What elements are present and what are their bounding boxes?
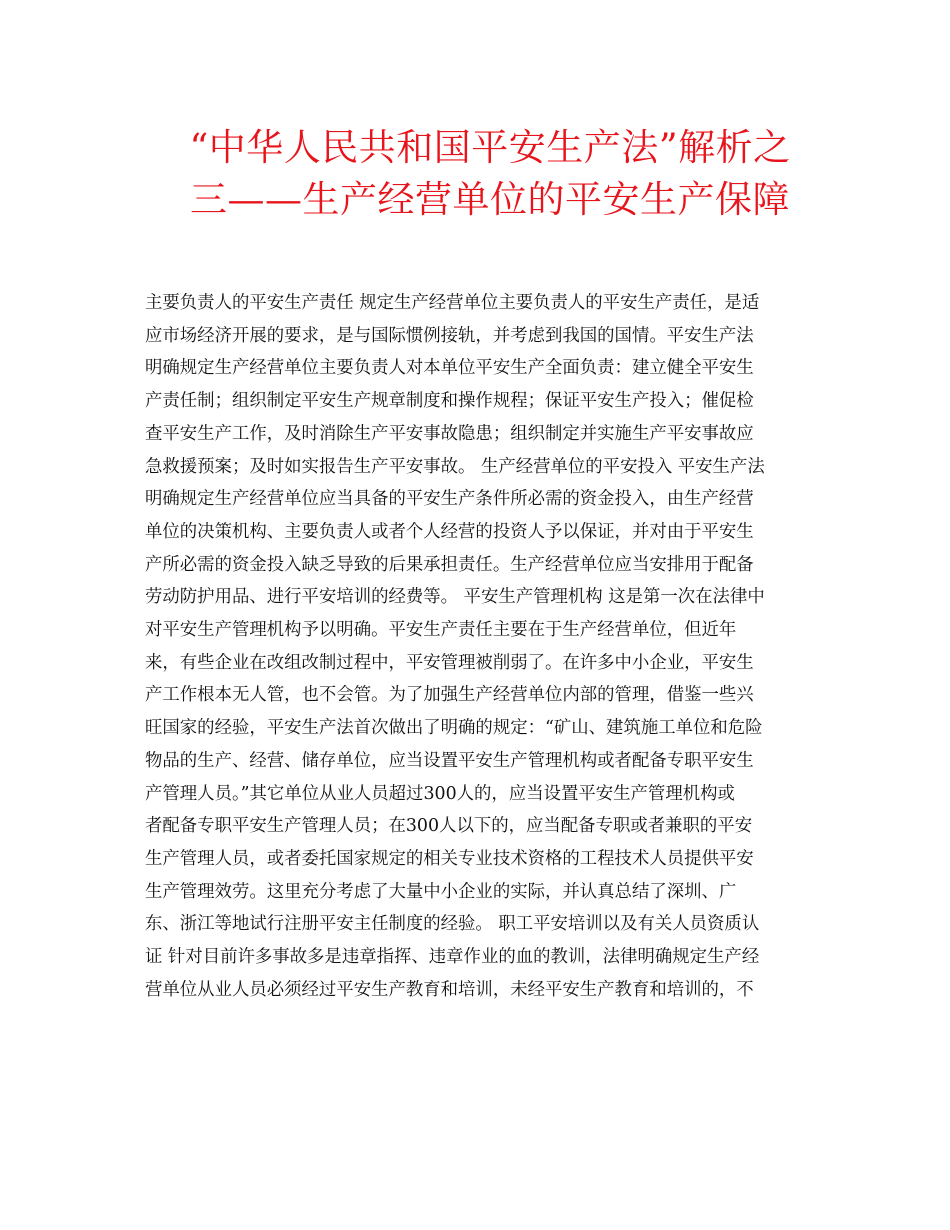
title-line-2: 三——生产经营单位的平安生产保障: [190, 178, 790, 221]
body-line: 营单位从业人员必须经过平安生产教育和培训，未经平安生产教育和培训的，不: [145, 979, 754, 1000]
document-body: [145, 287, 813, 1006]
title-line-1: “中华人民共和国平安生产法”解析之: [189, 126, 791, 169]
body-line: 主要负责人的平安生产责任 规定生产经营单位主要负责人的平安生产责任，是适: [145, 293, 760, 313]
body-line: 明确规定生产经营单位主要负责人对本单位平安生产全面负责：建立健全平安生: [145, 358, 754, 379]
body-line: 物品的生产、经营、储存单位，应当设置平安生产管理机构或者配备专职平安生: [145, 750, 754, 771]
body-line: 产责任制；组织制定平安生产规章制度和操作规程；保证平安生产投入；催促检: [145, 391, 754, 412]
body-line: 来，有些企业在改组改制过程中，平安管理被削弱了。在许多中小企业，平安生: [145, 652, 754, 673]
body-line: 应市场经济开展的要求，是与国际惯例接轨，并考虑到我国的国情。平安生产法: [145, 325, 754, 346]
body-line: 查平安生产工作，及时消除生产平安事故隐患；组织制定并实施生产平安事故应: [145, 423, 754, 444]
body-line: 产所必需的资金投入缺乏导致的后果承担责任。生产经营单位应当安排用于配备: [145, 554, 754, 575]
body-line: 生产管理效劳。这里充分考虑了大量中小企业的实际，并认真总结了深圳、广: [145, 881, 737, 902]
body-line: 明确规定生产经营单位应当具备的平安生产条件所必需的资金投入，由生产经营: [145, 489, 754, 510]
body-line: 单位的决策机构、主要负责人或者个人经营的投资人予以保证，并对由于平安生: [145, 521, 754, 542]
body-line: 生产管理人员，或者委托国家规定的相关专业技术资格的工程技术人员提供平安: [145, 848, 754, 869]
body-line: 旺国家的经验，平安生产法首次做出了明确的规定：“矿山、建筑施工单位和危险: [145, 718, 763, 739]
body-line: 对平安生产管理机构予以明确。平安生产责任主要在于生产经营单位，但近年: [145, 620, 737, 641]
body-line: 急救援预案；及时如实报告生产平安事故。 生产经营单位的平安投入 平安生产法: [145, 456, 765, 477]
body-line: 产工作根本无人管，也不会管。为了加强生产经营单位内部的管理，借鉴一些兴: [145, 685, 754, 706]
body-line: 产管理人员。”其它单位从业人员超过300人的，应当设置平安生产管理机构或: [145, 783, 735, 804]
body-line: 证 针对目前许多事故多是违章指挥、违章作业的血的教训，法律明确规定生产经: [145, 947, 760, 968]
body-line: 者配备专职平安生产管理人员；在300人以下的，应当配备专职或者兼职的平安: [145, 816, 753, 837]
body-line: 东、浙江等地试行注册平安主任制度的经验。 职工平安培训以及有关人员资质认: [145, 914, 760, 935]
document-title: [150, 122, 830, 226]
body-line: 劳动防护用品、进行平安培训的经费等。 平安生产管理机构 这是第一次在法律中: [145, 587, 765, 608]
